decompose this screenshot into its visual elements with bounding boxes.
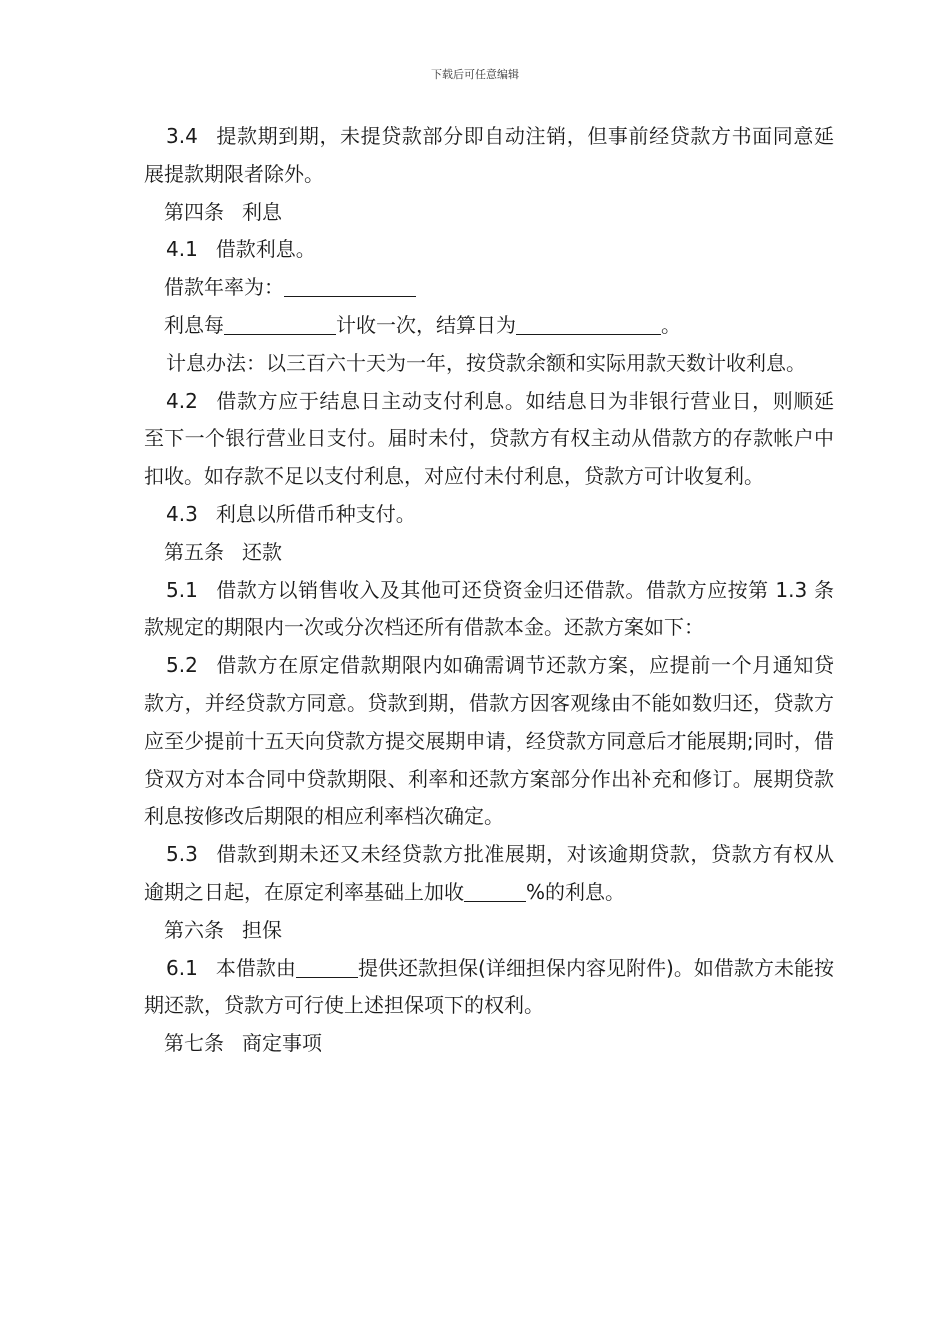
clause-number: 6.1 xyxy=(166,955,198,980)
article-number: 第五条 xyxy=(164,539,224,564)
clause-number: 5.2 xyxy=(166,653,198,678)
clause-4-1 xyxy=(144,231,834,269)
clause-3-4 xyxy=(144,118,834,194)
clause-text: 利息以所借币种支付。 xyxy=(215,501,416,526)
clause-number: 3.4 xyxy=(166,124,198,148)
clause-4-3 xyxy=(144,496,834,534)
article-title: 商定事项 xyxy=(242,1031,322,1056)
interest-period-post: 。 xyxy=(661,312,681,337)
interest-period-line xyxy=(144,307,834,345)
annual-rate-line xyxy=(144,269,834,307)
article-title: 利息 xyxy=(242,199,282,224)
annual-rate-label: 借款年率为： xyxy=(164,275,284,300)
guarantor-blank[interactable] xyxy=(296,957,358,978)
clause-text: 借款方在原定借款期限内如确需调节还款方案，应提前一个月通知贷款方，并经贷款方同意。贷款到期，借款方因客观缘由不能如数归还，贷款方应至少提前十五天向贷款方提交展期申请，经贷款方同意后才能展期;同时，借贷双方对本合同中贷款期限、利率和还款方案部分作出补充和修订。展期贷款利息按修改后期限的相应利率档次确定。 xyxy=(144,653,834,829)
clause-text: 本借款由 xyxy=(215,955,296,980)
article-number: 第七条 xyxy=(164,1031,224,1056)
clause-number: 4.1 xyxy=(166,237,198,262)
surcharge-rate-blank[interactable] xyxy=(464,881,526,902)
clause-number: 4.3 xyxy=(166,501,198,526)
interest-period-mid: 计收一次，结算日为 xyxy=(336,312,516,337)
clause-number: 4.2 xyxy=(166,388,198,413)
article-number: 第六条 xyxy=(164,917,224,942)
interest-period-blank[interactable] xyxy=(224,314,336,335)
article-heading-5 xyxy=(144,534,834,572)
clause-6-1 xyxy=(144,950,834,1026)
interest-period-pre: 利息每 xyxy=(164,312,224,337)
clause-text: 借款到期未还又未经贷款方批准展期，对该逾期贷款，贷款方有权从逾期之日起，在原定利率基础上加收 xyxy=(144,842,834,904)
clause-5-3 xyxy=(144,836,834,912)
clause-text: 提款期到期，未提贷款部分即自动注销，但事前经贷款方书面同意延展提款期限者除外。 xyxy=(144,124,834,186)
clause-text: 借款利息。 xyxy=(215,237,316,262)
page-header: 下载后可任意编辑 xyxy=(431,68,519,81)
document-body xyxy=(144,118,834,1063)
clause-text-end: 提供还款担保(详细担保内容见附件)。如借款方未能按期还款，贷款方可行使上述担保项下的权利。 xyxy=(144,955,835,1018)
interest-method-text: 计息办法：以三百六十天为一年，按贷款余额和实际用款天数计收利息。 xyxy=(166,350,806,375)
settlement-date-blank[interactable] xyxy=(516,314,661,335)
clause-text: 借款方以销售收入及其他可还贷资金归还借款。借款方应按第 1.3 条款规定的期限内一次或分次档还所有借款本金。还款方案如下： xyxy=(144,577,834,640)
clause-number: 5.1 xyxy=(166,577,198,602)
article-heading-7 xyxy=(144,1025,834,1063)
article-heading-6 xyxy=(144,912,834,950)
clause-5-2 xyxy=(144,647,834,836)
clause-number: 5.3 xyxy=(166,842,198,867)
clause-text: 借款方应于结息日主动支付利息。如结息日为非银行营业日，则顺延至下一个银行营业日支付。届时未付，贷款方有权主动从借款方的存款帐户中扣收。如存款不足以支付利息，对应付未付利息，贷款方可计收复利。 xyxy=(144,388,834,489)
annual-rate-blank[interactable] xyxy=(284,276,416,297)
clause-4-2 xyxy=(144,383,834,496)
article-title: 还款 xyxy=(242,539,282,564)
article-heading-4 xyxy=(144,194,834,232)
article-title: 担保 xyxy=(242,917,282,942)
article-number: 第四条 xyxy=(164,199,224,224)
clause-5-1 xyxy=(144,572,834,648)
clause-text-end: %的利息。 xyxy=(526,879,626,904)
interest-method xyxy=(144,345,834,383)
